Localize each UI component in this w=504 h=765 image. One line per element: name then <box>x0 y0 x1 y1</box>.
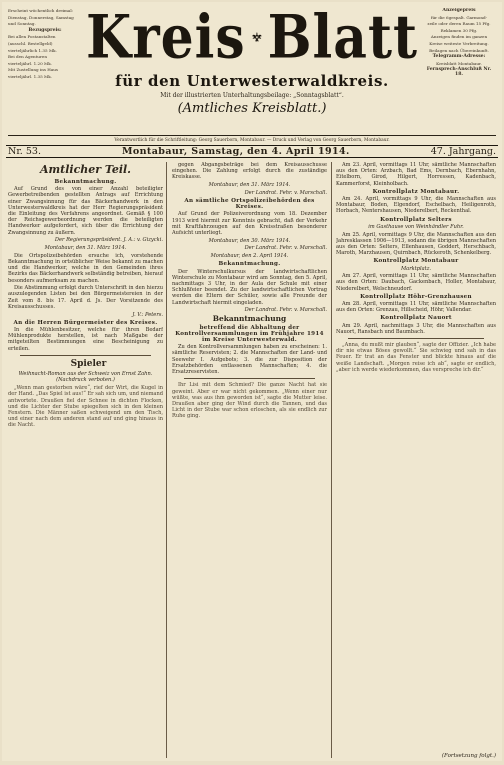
paragraph: Auf Grund des von einer Anzahl beteiligter Gewerbetreibenden gestellten Antrags auf Errichtung einer Zwangsinnung für das Bäckerhandwerk in den Unterwesterwaldkreis hat der Herr Regierungspräsident die Einleitung des Verfahrens angeordnet. Gemäß § 100 der Reichsgewerbeordnung werden die beteiligten Handwerker aufgefordert, sich über die Errichtung der Zwangsinnung zu äußern. <box>8 186 163 236</box>
feuilleton-subtitle: Weihnacht-Roman aus der Schweiz von Ernst Zahn. (Nachdruck verboten.) <box>18 371 153 384</box>
feuilleton-text: „Wenn man gestorben wäre“, rief der Wirt, die Kugel in der Hand. „Das Spiel ist aus!“ Er sah sich um, und niemand antwortete. Draußen fiel der Schnee in dichten Flocken, und die Lichter der Stube spiegelten sich in den kleinen Fenstern. Die Männer saßen schweigend um den Tisch, und einer nach dem anderen stand auf und ging hinaus in die Nacht. <box>8 385 163 429</box>
dateline-entry: Montabaur, den 31. März 1914. <box>44 245 127 252</box>
imprint: Verantwortlich für die Schriftleitung: Georg Sauerborn, Montabaur. — Druck und Verlag von Georg Sauerborn, Montabaur. <box>8 135 496 143</box>
divider <box>348 338 484 339</box>
signature: Der Landrat. Fehr. v. Marschall. <box>244 189 327 196</box>
left-box-line-8: vierteljährl. 1.20 Mk. <box>8 60 52 66</box>
heading: Kontrollplatz Höhr-Grenzhausen <box>360 293 472 300</box>
paragraph: Am 25. April, vormittags 9 Uhr, die Mannschaften aus den Jahresklassen 1906—1913, sodann die übrigen Mannschaften aus den Orten: Selters, Ellenhausen, Goddert, Herschbach, Maroth, Marzhausen, Quirnbach, Rückeroth, Schenkelberg. <box>336 231 496 257</box>
left-box-line-2: und Sonntag. <box>8 21 36 27</box>
heading: Bekanntmachung. <box>54 179 117 185</box>
advertising-info-box <box>422 8 496 132</box>
title-right: Blatt <box>267 2 418 73</box>
issue-number: Nr. 53. <box>8 146 41 157</box>
paragraph: Am 27. April, vormittags 11 Uhr, sämtliche Mannschaften aus den Orten: Daubach, Gackenbach, Holler, Montabaur, Niederelbert, Welschneudorf. <box>336 273 496 292</box>
tagline: Mit der illustrierten Unterhaltungsbeilage: „Sonntagsblatt“. <box>160 92 344 99</box>
divider <box>184 378 315 379</box>
paragraph: Am 28. April, vormittags 11 Uhr, sämtliche Mannschaften aus den Orten: Grenzau, Hillscheid, Höhr, Vallendar. <box>336 301 496 314</box>
subtitle: für den Unterwesterwaldkreis. <box>115 72 389 90</box>
heading: Bekanntmachung. <box>218 261 281 268</box>
subheading: im Gasthause von Weinhändler Fuhr. <box>368 223 464 230</box>
heading: Kontrollplatz Nauort <box>380 315 452 322</box>
title-left: Kreis <box>86 2 246 73</box>
paragraph: Der Winterschulkursus der landwirtschaftlichen Winterschule zu Montabaur wird am Sonntag, den 5. April, nachmittags 3 Uhr, in der Aula der Schule mit einer Schlußfeier beendet. Zu der landwirtschaftlichen Vortrag werden die Eltern der Schüler, sowie alle Freunde der Landwirtschaft hiermit eingeladen. <box>172 268 327 306</box>
continuation-note: (Fortsetzung folgt.) <box>441 753 496 759</box>
feuilleton-title: Spieler <box>70 358 107 369</box>
heading: An sämtliche Ortspolizeibehörden des Kreises. <box>184 198 315 211</box>
left-box-line-4: Bei allen Postanstalten <box>8 34 56 40</box>
signature: Der Landrat. Fehr. v. Marschall. <box>244 307 327 314</box>
volume-number: 47. Jahrgang. <box>430 146 496 157</box>
paragraph: gegen Abgangsbeträge bei dem Kreisausschusse eingehen. Die Zahlung erfolgt durch die zuständige Kreiskasse. <box>172 162 327 181</box>
dateline <box>6 145 498 158</box>
paragraph: Am 23. April, vormittags 11 Uhr, sämtliche Mannschaften aus den Orten: Arzbach, Bad Ems, Dernbach, Ebernhahn, Eitelborn, Girod, Hilgert, Horressen, Kadenbach, Kammerforst, Kleinholbach. <box>336 162 496 187</box>
column-1 <box>8 162 163 758</box>
right-box-heading: Anzeigepreis <box>442 8 476 13</box>
paragraph: Am 24. April, vormittags 9 Uhr, die Mannschaften aus Montabaur, Boden, Elgendorf, Eschelbach, Heiligenroth, Horbach, Nentershausen, Niederelbert, Reckenthal. <box>336 196 496 215</box>
heading-large: Bekanntmachung <box>212 314 287 324</box>
divider <box>20 355 151 356</box>
right-box-line-5: Kreise weiteste Verbreitung. <box>429 40 489 46</box>
feuilleton-text: Ihr Lisi mit dem Schmied? Die ganze Nacht hat sie geweint. Aber er war nicht gekommen. „Wenn einer nur wüßte, was aus ihm geworden ist“, sagte die Mutter leise. Draußen aber ging der Wind durch die Tannen, und das Licht in der Stube war schon erloschen, als sie endlich zur Ruhe ging. <box>172 382 327 420</box>
signature: Der Landrat. Fehr. v. Marschall. <box>244 245 327 252</box>
right-box-line-8: Kreisblatt Montabaur. <box>436 60 482 66</box>
left-box-line-6: vierteljährlich 1.35 Mk. <box>8 47 57 53</box>
left-box-line-10: vierteljährl. 1.35 Mk. <box>8 73 52 79</box>
column-rule-1 <box>166 162 167 758</box>
paragraph: Am 29. April, nachmittags 3 Uhr, die Mannschaften aus Nauort, Ransbach und Baumbach. <box>336 322 496 335</box>
place-date: Montabaur, Samstag, den 4. April 1914. <box>121 146 350 157</box>
official-label: (Amtliches Kreisblatt.) <box>177 101 327 116</box>
left-box-line-0: Erscheint wöchentlich dreimal: <box>8 8 74 13</box>
dateline-entry: Montabaur, den 31. März 1914. <box>208 182 291 189</box>
left-box-line-7: Bei den Agenturen <box>8 54 47 60</box>
dateline-entry: Montabaur, den 30. März 1914. <box>208 237 291 244</box>
newspaper-page <box>2 2 502 761</box>
section-heading-official: Amtlicher Teil. <box>39 163 132 176</box>
paragraph: Die Ortspolizeibehörden ersuche ich, vorstehende Bekanntmachung in ortsüblicher Weise bekannt zu machen und die Handwerker, welche in den Gemeinden ihres Bezirks das Bäckerhandwerk selbständig betreiben, hierauf besonders aufmerksam zu machen. <box>8 252 163 284</box>
feuilleton-text: „Anna, du mußt mir glauben“, sagte der Offizier. „Ich habe dir nie etwas Böses gewollt.“ Sie schwieg und sah in das Feuer. Er trat an das Fenster und blickte hinaus auf die weiße Landschaft. „Morgen reise ich ab“, sagte er endlich, „aber ich werde wiederkommen, das verspreche ich dir.“ <box>336 342 496 373</box>
heading: Kontrollplatz Selters <box>380 216 452 223</box>
left-box-line-9: Mit Zustellung ins Haus <box>8 67 59 73</box>
left-box-line-1: Dienstag, Donnerstag, Samstag <box>8 14 74 20</box>
column-2 <box>172 162 327 758</box>
column-3 <box>336 162 496 758</box>
left-box-line-5: (ausschl. Bestellgeld) <box>8 40 53 46</box>
subheading: Marktplatz. <box>400 265 432 272</box>
dateline-entry: Montabaur, den 2. April 1914. <box>210 253 289 260</box>
column-rule-2 <box>331 162 332 758</box>
heading: Kontrollplatz Montabaur <box>373 258 459 265</box>
paragraph: In die Mühlenbesitzer, welche für ihren Bedarf Mühlenprodukte herstellen, ist nach Maßgabe der mitgeteilten Bestimmungen eine Bescheinigung zu erteilen. <box>8 326 163 352</box>
right-box-line-4: Anzeigen finden im ganzen <box>430 34 488 40</box>
right-box-line-1: für die 6gespalt. Garmond- <box>430 14 488 20</box>
heading: An die Herren Bürgermeister des Kreises. <box>13 319 158 326</box>
title-row <box>86 2 418 73</box>
right-box-line-2: zeile oder deren Raum 15 Pfg. <box>427 21 491 27</box>
masthead <box>2 2 502 154</box>
right-box-line-7: Telegramm-Adresse: <box>432 54 486 60</box>
right-box-line-3: Reklamen 30 Pfg. <box>440 27 478 33</box>
right-box-line-6: Beilagen nach Übereinkunft. <box>429 47 489 53</box>
left-box-heading: Bezugspreis: <box>28 27 62 33</box>
heading: Kontrollplatz Montabaur. <box>372 188 460 195</box>
paragraph: Die Abstimmung erfolgt durch Unterschrift in den hierzu auszulegenden Listen bei den Bürgermeistereien in der Zeit vom 8. bis 17. April d. Js. Der Vorsitzende des Kreisausschusses. <box>8 285 163 310</box>
signature: Der Regierungspräsident. J. A.: v. Gizycki. <box>54 237 163 244</box>
eagle-crest-icon <box>252 12 262 62</box>
heading: betreffend die Abhaltung der Kontrollversammlungen im Frühjahre 1914 im Kreise Unterwesterwald. <box>175 324 324 344</box>
right-box-line-9: Fernsprech-Anschluß Nr. 18. <box>426 67 492 78</box>
paragraph: Auf Grund der Polizeiverordnung vom 18. Dezember 1913 wird hiermit zur Kenntnis gebracht, daß der Verkehr mit Kraftfahrzeugen auf den Kreisstraßen besonderer Aufsicht unterliegt. <box>172 211 327 237</box>
signature: J. V.: Peters. <box>132 311 163 318</box>
paragraph: Zu den Kontrollversammlungen haben zu erscheinen: 1. sämtliche Reservisten; 2. die Mannschaften der Land- und Seewehr I. Aufgebots; 3. die zur Disposition der Ersatzbehörden entlassenen Mannschaften; 4. die Ersatzreservisten. <box>172 344 327 376</box>
subscription-info-box <box>8 8 82 132</box>
